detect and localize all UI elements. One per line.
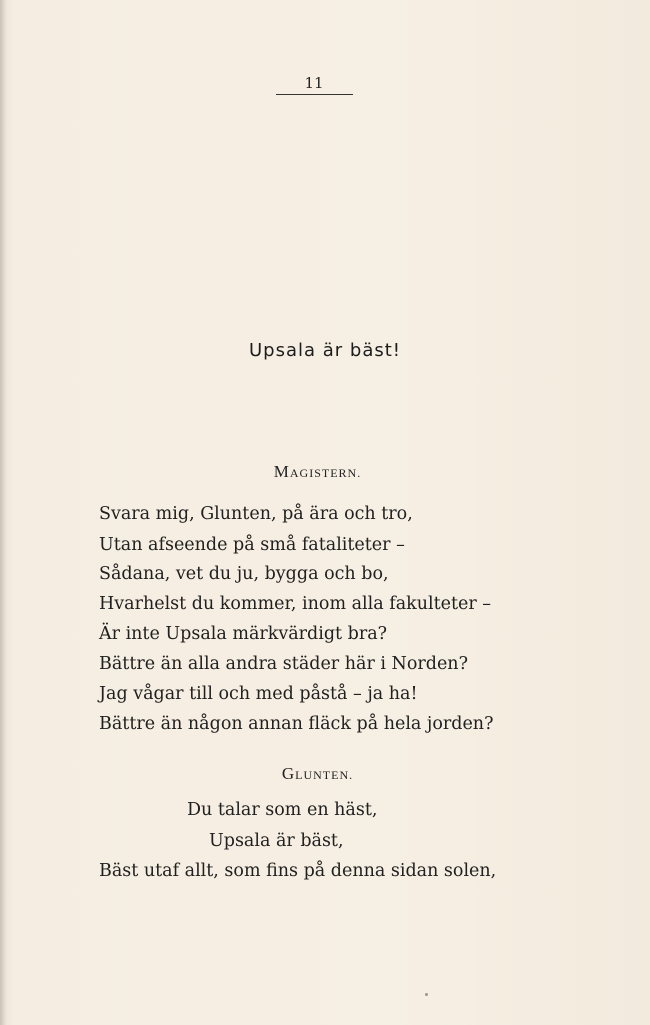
verse-line: Utan afseende på små fataliteter – xyxy=(99,535,405,555)
speaker-initial: G xyxy=(281,764,296,783)
verse-line: Är inte Upsala märkvärdigt bra? xyxy=(99,624,388,644)
verse-line: Jag vågar till och med påstå – ja ha! xyxy=(99,684,418,704)
page-number-rule xyxy=(276,94,353,95)
speaker-initial: M xyxy=(273,462,290,481)
verse-line: Svara mig, Glunten, på ära och tro, xyxy=(99,504,413,524)
speaker-rest: LUNTEN. xyxy=(295,768,354,782)
paper-speck xyxy=(425,993,428,996)
verse-line: Bättre än alla andra städer här i Norden? xyxy=(99,654,468,674)
verse-line: Sådana, vet du ju, bygga och bo, xyxy=(99,564,389,584)
verse-line: Du talar som en häst, xyxy=(187,800,378,820)
speaker-glunten xyxy=(0,764,635,784)
page-edge-shadow xyxy=(0,0,6,1025)
poem-title: Upsala är bäst! xyxy=(248,340,402,361)
page-number: 11 xyxy=(304,74,324,92)
speaker-rest: AGISTERN. xyxy=(289,466,362,480)
verse-line: Hvarhelst du kommer, inom alla fakulteter – xyxy=(99,594,492,614)
verse-line: Bättre än någon annan fläck på hela jorden? xyxy=(99,714,494,734)
verse-line: Bäst utaf allt, som fins på denna sidan solen, xyxy=(99,861,497,881)
speaker-magistern xyxy=(0,462,635,482)
verse-line: Upsala är bäst, xyxy=(209,831,344,851)
